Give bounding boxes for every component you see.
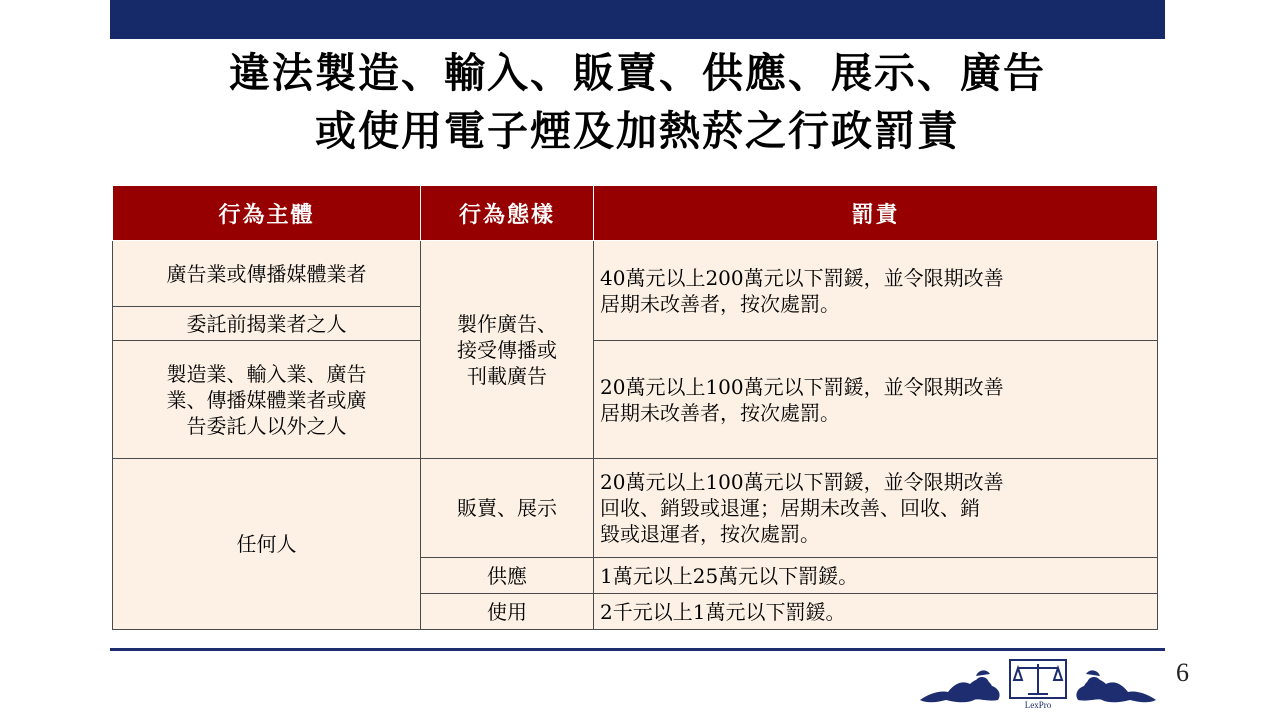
penalty-cell xyxy=(594,459,1158,558)
page-number: 6 xyxy=(1176,658,1189,687)
title-line-1: 違法製造、輸入、販賣、供應、展示、廣告 xyxy=(229,49,1046,97)
header-subject: 行為主體 xyxy=(113,186,421,241)
right-lion-icon xyxy=(1076,670,1156,702)
table-row xyxy=(113,241,1158,307)
act-cell xyxy=(421,241,594,459)
logo-text: LexPro xyxy=(1024,700,1052,710)
table-header-row xyxy=(113,186,1158,241)
act-line: 接受傳播或 xyxy=(457,337,557,362)
left-lion-icon xyxy=(920,670,1000,702)
footer-rule xyxy=(110,648,1165,651)
subject-cell: 任何人 xyxy=(113,459,421,630)
penalty-line: 毀或退運者，按次處罰。 xyxy=(600,522,820,546)
subject-cell: 廣告業或傳播媒體業者 xyxy=(113,241,421,307)
table-row xyxy=(113,341,1158,459)
subject-line: 業、傳播媒體業者或廣 xyxy=(166,387,367,412)
subject-cell xyxy=(113,341,421,459)
penalty-table xyxy=(112,185,1158,630)
penalty-cell: 1萬元以上25萬元以下罰鍰。 xyxy=(594,558,1158,594)
penalty-cell: 2千元以上1萬元以下罰鍰。 xyxy=(594,594,1158,630)
top-banner-bar xyxy=(110,0,1165,39)
penalty-line: 20萬元以上100萬元以下罰鍰，並令限期改善 xyxy=(600,470,1004,494)
penalty-line: 回收、銷毀或退運；居期未改善、回收、銷 xyxy=(600,496,980,520)
act-cell: 供應 xyxy=(421,558,594,594)
penalty-line: 40萬元以上200萬元以下罰鍰，並令限期改善 xyxy=(600,265,1004,290)
penalty-cell xyxy=(594,241,1158,341)
act-cell: 使用 xyxy=(421,594,594,630)
penalty-line: 20萬元以上100萬元以下罰鍰，並令限期改善 xyxy=(600,374,1004,399)
scales-of-justice-icon xyxy=(1010,660,1066,698)
slide-title xyxy=(110,44,1165,160)
title-line-2: 或使用電子煙及加熱菸之行政罰責 xyxy=(315,107,960,155)
penalty-line: 居期未改善者，按次處罰。 xyxy=(600,400,840,425)
table-row xyxy=(113,459,1158,558)
lexpro-logo xyxy=(918,654,1158,710)
act-line: 製作廣告、 xyxy=(457,311,557,336)
penalty-cell xyxy=(594,341,1158,459)
subject-cell: 委託前揭業者之人 xyxy=(113,307,421,341)
act-line: 刊載廣告 xyxy=(467,363,547,388)
header-act: 行為態樣 xyxy=(421,186,594,241)
act-cell: 販賣、展示 xyxy=(421,459,594,558)
header-penalty: 罰責 xyxy=(594,186,1158,241)
penalty-line: 居期未改善者，按次處罰。 xyxy=(600,291,840,316)
subject-line: 製造業、輸入業、廣告 xyxy=(166,361,367,386)
subject-line: 告委託人以外之人 xyxy=(186,413,347,438)
